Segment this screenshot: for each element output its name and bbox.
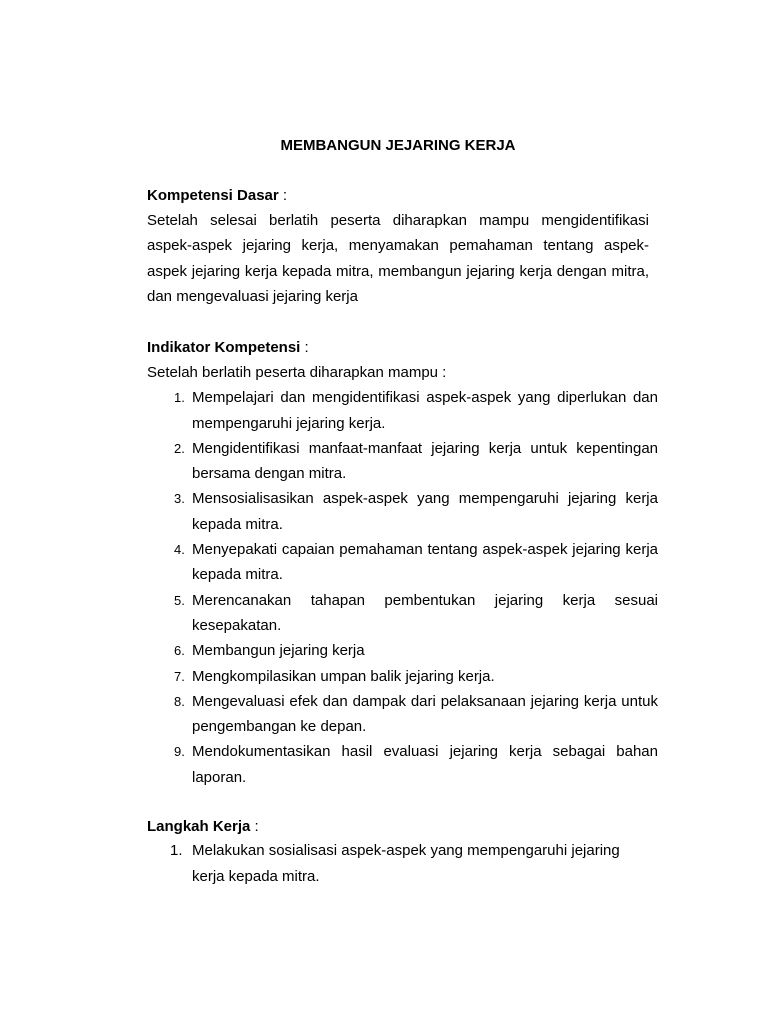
list-item-number: 5.	[174, 592, 185, 608]
langkah-kerja-heading	[147, 818, 649, 836]
list-item-number: 2.	[174, 440, 185, 456]
list-item-text: Menyepakati capaian pemahaman tentang aspek-aspek jejaring kerja kepada mitra.	[192, 541, 658, 584]
list-item	[147, 838, 652, 890]
list-item	[147, 385, 658, 436]
list-item-text: Membangun jejaring kerja	[192, 642, 365, 660]
kompetensi-dasar-section	[147, 187, 649, 309]
page-title: MEMBANGUN JEJARING KERJA	[280, 137, 516, 154]
langkah-kerja-heading-label: Langkah Kerja	[147, 818, 251, 835]
indikator-kompetensi-intro: Setelah berlatih peserta diharapkan mampu :	[147, 364, 447, 381]
list-item-number: 9.	[174, 744, 185, 760]
list-item-number: 1.	[170, 842, 183, 859]
langkah-kerja-list	[147, 838, 649, 890]
list-item-text: Mengevaluasi efek dan dampak dari pelaksanaan jejaring kerja untuk pengembangan ke depan.	[192, 692, 658, 736]
kompetensi-dasar-text: Setelah selesai berlatih peserta diharapkan mampu mengidentifikasi aspek-aspek jejaring kerja, menyamakan pemahaman tentang aspek-aspek jejaring kerja kepada mitra, membangun jejaring kerja dengan mitra, dan mengevaluasi jejaring kerja	[147, 212, 649, 305]
indikator-list	[147, 385, 658, 790]
indikator-kompetensi-heading	[147, 339, 649, 357]
langkah-kerja-section	[147, 818, 649, 890]
list-item	[147, 486, 658, 537]
indikator-kompetensi-section	[147, 339, 658, 790]
kompetensi-dasar-heading	[147, 187, 649, 205]
list-item-number: 3.	[174, 491, 185, 507]
list-item-text: Mengidentifikasi manfaat-manfaat jejaring kerja untuk kepentingan bersama dengan mitra.	[192, 439, 658, 483]
list-item	[147, 638, 658, 663]
list-item-text: Mempelajari dan mengidentifikasi aspek-aspek yang diperlukan dan mempengaruhi jejaring kerja.	[192, 389, 658, 432]
list-item	[147, 537, 658, 588]
list-item	[147, 664, 658, 689]
list-item-text: Merencanakan tahapan pembentukan jejaring kerja sesuai kesepakatan.	[192, 591, 658, 634]
list-item	[147, 436, 658, 487]
list-item-text: Mensosialisasikan aspek-aspek yang mempengaruhi jejaring kerja kepada mitra.	[192, 490, 658, 533]
list-item-number: 6.	[174, 643, 185, 659]
kompetensi-dasar-heading-label: Kompetensi Dasar	[147, 187, 279, 204]
list-item-text: Mendokumentasikan hasil evaluasi jejaring kerja sebagai bahan laporan.	[192, 743, 658, 786]
list-item-text: Melakukan sosialisasi aspek-aspek yang mempengaruhi jejaring kerja kepada mitra.	[192, 842, 620, 885]
indikator-kompetensi-heading-label: Indikator Kompetensi	[147, 339, 301, 356]
list-item	[147, 689, 658, 740]
list-item	[147, 739, 658, 790]
list-item-number: 8.	[174, 693, 185, 709]
list-item	[147, 588, 658, 639]
kompetensi-dasar-heading-colon: :	[278, 187, 288, 204]
list-item-text: Mengkompilasikan umpan balik jejaring kerja.	[192, 667, 495, 685]
list-item-number: 4.	[174, 542, 185, 558]
indikator-kompetensi-heading-colon: :	[300, 339, 309, 356]
list-item-number: 7.	[174, 668, 185, 684]
list-item-number: 1.	[174, 390, 185, 406]
langkah-kerja-heading-colon: :	[250, 818, 259, 835]
